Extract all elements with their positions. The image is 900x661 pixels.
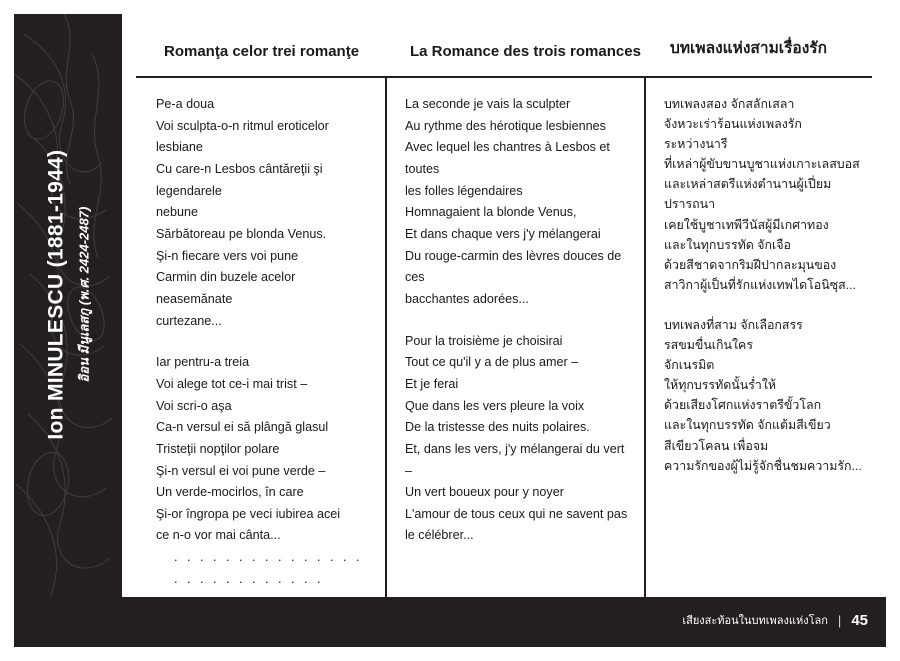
column-romanian [156, 94, 374, 610]
poem-line: สีเขียวโคลน เพื่อจม [664, 438, 769, 453]
stanza [405, 94, 631, 311]
column-headings [122, 14, 886, 76]
column-thai [664, 94, 872, 496]
stanza [156, 352, 374, 590]
poem-line: Voi sculpta-o-n ritmul eroticelor lesbiane [156, 118, 333, 155]
footer-book-title: เสียงสะท้อนในบทเพลงแห่งโลก [682, 615, 828, 627]
stanza [664, 94, 872, 295]
column-french [405, 94, 631, 567]
poem-line: เคยใช้บูชาเทพีวีนัสผู้มีเกศาทอง [664, 217, 829, 232]
poem-line: ปรารถนา [664, 197, 716, 212]
poem-line: Voi scri-o aşa [156, 398, 232, 413]
left-dark-band [14, 14, 122, 647]
poem-line: Et dans chaque vers j'y mélangerai [405, 226, 601, 241]
stanza [405, 331, 631, 548]
poem-line: ที่เหล่าผู้ขับขานบูชาแห่งเกาะเลสบอส [664, 157, 860, 172]
heading-french: La Romance des trois romances [410, 43, 641, 60]
stanza [156, 94, 374, 332]
poem-line: Sărbătoreau pe blonda Venus. [156, 226, 327, 241]
poem-line: Carmin din buzele acelor neasemănate [156, 270, 299, 306]
poem-line: ระหว่างนารี [664, 137, 728, 152]
stanza [664, 315, 872, 476]
poem-line: ด้วยสีชาดจากริมฝีปากละมุนของ [664, 257, 837, 272]
poem-line: Tout ce qu'il y a de plus amer – [405, 355, 579, 370]
poem-line: Tristeţii nopţilor polare [156, 441, 280, 456]
poem-line: ให้ทุกบรรทัดนั้นร่ำให้ [664, 378, 777, 393]
column-divider-2 [644, 76, 646, 597]
poem-line: Şi-n versul ei voi pune verde – [156, 463, 326, 478]
column-divider-1 [385, 76, 387, 597]
poem-line: curtezane... [156, 313, 222, 328]
poem-line: L'amour de tous ceux qui ne savent pas [405, 506, 628, 521]
page-number: 45 [851, 611, 868, 629]
poem-line: บทเพลงที่สาม จักเลือกสรร [664, 317, 803, 332]
poem-line: Pour la troisième je choisirai [405, 333, 563, 348]
heading-thai: บทเพลงแห่งสามเรื่องรัก [670, 40, 828, 57]
poem-line: Şi-n fiecare vers voi pune [156, 248, 299, 263]
poem-line: Ca-n versul ei să plângă glasul [156, 420, 329, 435]
author-name-thai: อิอน มีนูเลสกู (พ.ศ. 2424-2487) [76, 206, 92, 383]
author-block [14, 14, 122, 647]
poem-line: และในทุกบรรทัด จักแต้มสีเขียว [664, 418, 831, 433]
poem-line: สาวิกาผู้เป็นที่รักแห่งเทพไดโอนิซุส... [664, 277, 857, 292]
poem-line: Pe-a doua [156, 97, 215, 111]
poem-line: La seconde je vais la sculpter [405, 97, 571, 111]
page-sheet [14, 14, 886, 647]
poem-line: และเหล่าสตรีแห่งตำนานผู้เปี่ยม [664, 177, 832, 192]
poem-trailing-dots: . . . . . . . . . . . . . . . . . . . . . . . . . . . [174, 550, 369, 586]
poem-line: บทเพลงสอง จักสลักเสลา [664, 97, 795, 111]
poem-line: nebune [156, 205, 199, 220]
footer-content [682, 611, 868, 629]
poem-line: le célébrer... [405, 528, 474, 543]
poem-line: Au rythme des hérotique lesbiennes [405, 118, 606, 133]
header-rule [136, 76, 872, 78]
poem-line: Şi-or îngropa pe veci iubirea acei [156, 506, 341, 521]
poem-line: จักเนรมิต [664, 358, 715, 373]
poem-line: Cu care-n Lesbos cântăreţii şi legendarele [156, 161, 327, 198]
heading-romanian: Romanţa celor trei romanţe [164, 43, 360, 60]
content-area [122, 14, 886, 647]
poem-line: les folles légendaires [405, 183, 523, 198]
poem-line: Et, dans les vers, j'y mélangerai du vert – [405, 441, 628, 478]
poem-line: ด้วยเสียงโศกแห่งราตรีขั้วโลก [664, 398, 822, 413]
poem-line: รสขมขื่นเกินใคร [664, 338, 753, 353]
poem-line: Homnagaient la blonde Venus, [405, 205, 577, 220]
poem-line: De la tristesse des nuits polaires. [405, 420, 590, 435]
poem-line: bacchantes adorées... [405, 291, 529, 306]
poem-line: Un verde-mocirlos, în care [156, 485, 304, 500]
poem-line: Iar pentru-a treia [156, 355, 250, 370]
poem-line: Et je ferai [405, 376, 459, 391]
poem-line: Avec lequel les chantres à Lesbos et toutes [405, 140, 614, 176]
poem-columns [136, 84, 872, 594]
poem-line: Que dans les vers pleure la voix [405, 398, 585, 413]
poem-line: ความรักของผู้ไม่รู้จักชื่นชมความรัก... [664, 458, 862, 473]
poem-line: และในทุกบรรทัด จักเจือ [664, 237, 791, 252]
poem-line: Voi alege tot ce-i mai trist – [156, 376, 308, 391]
poem-line: ce n-o vor mai cânta... [156, 528, 281, 543]
footer-separator: | [837, 612, 842, 628]
poem-line: Du rouge-carmin des lèvres douces de ces [405, 248, 625, 285]
poem-line: Un vert boueux pour y noyer [405, 485, 564, 500]
author-name: Ion MINULESCU (1881-1944) [44, 149, 68, 440]
poem-line: จังหวะเร่าร้อนแห่งเพลงรัก [664, 117, 802, 132]
